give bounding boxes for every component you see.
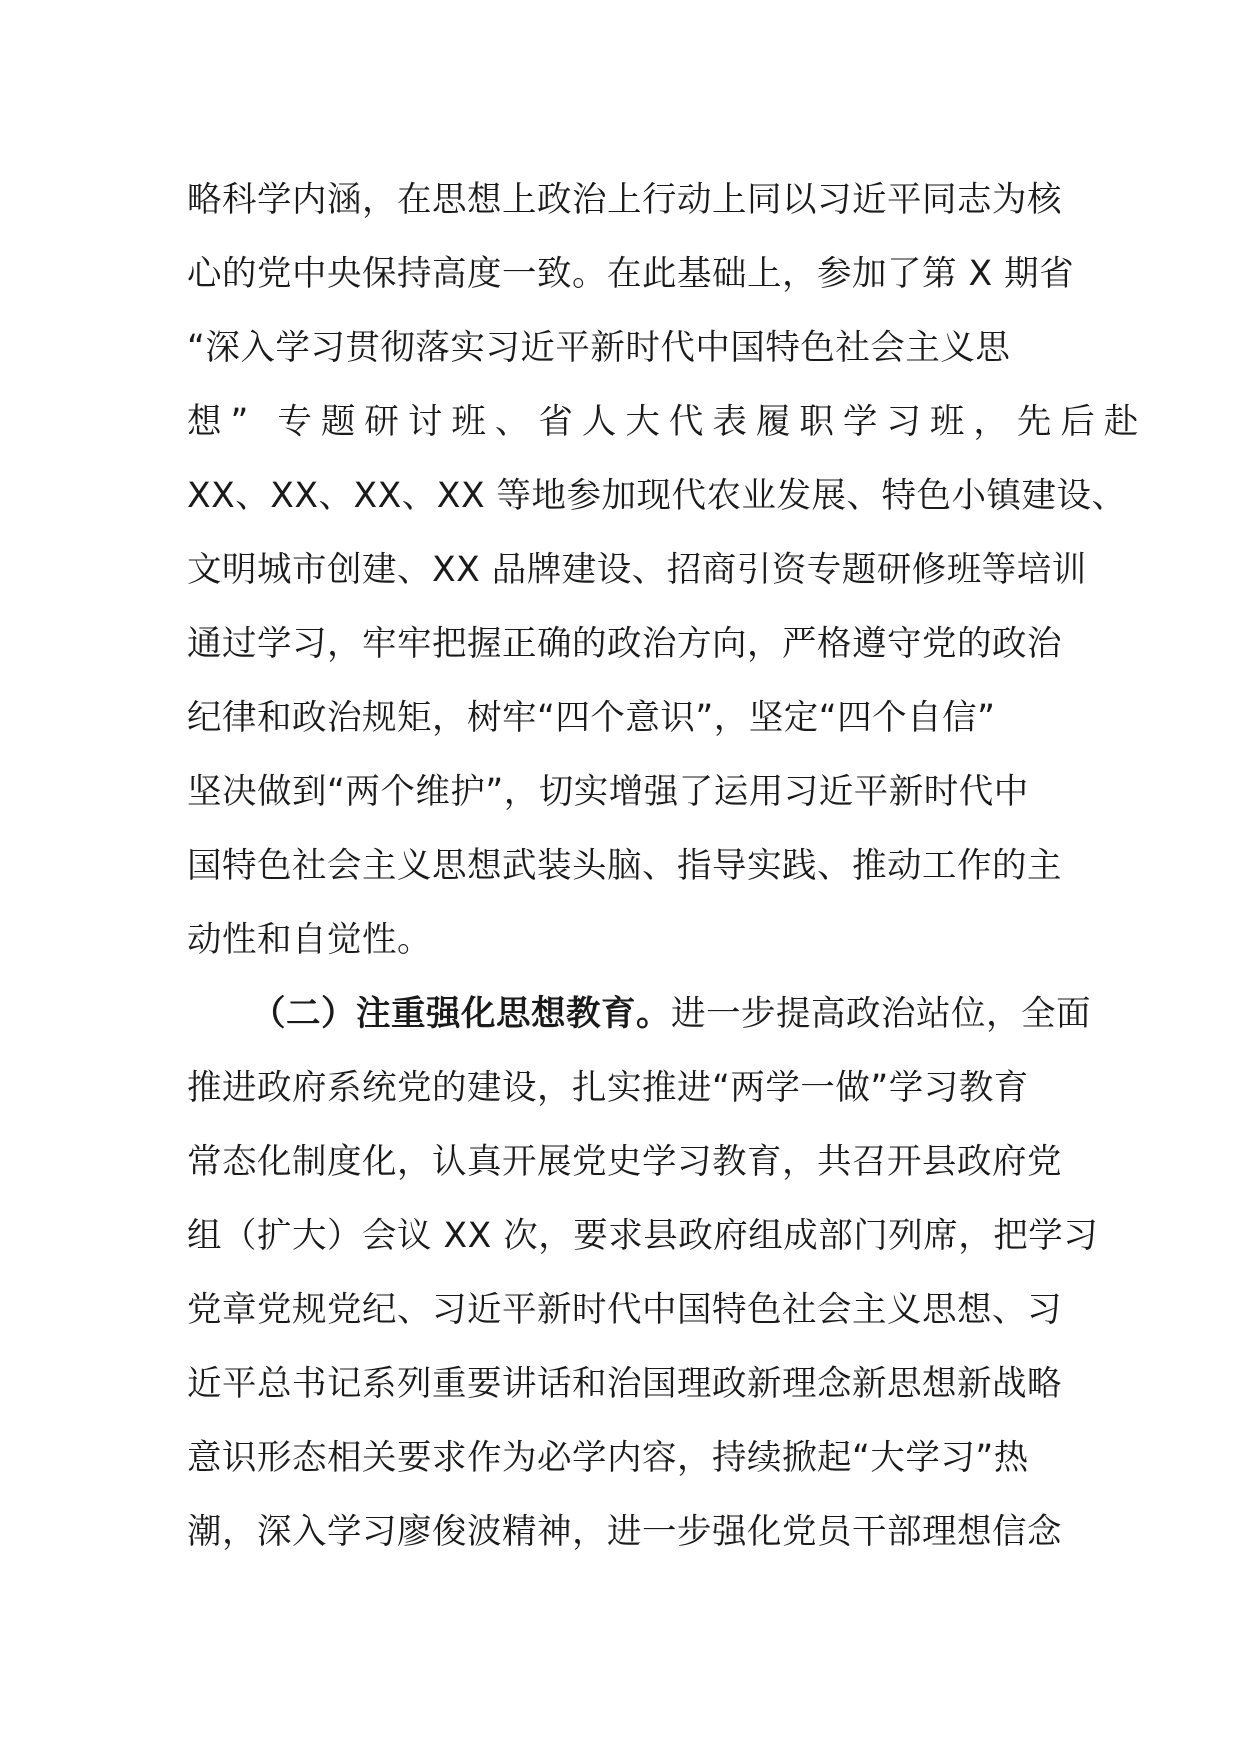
section-line: 推进政府系统党的建设，扎实推进“两学一做”学习教育 (187, 1068, 1029, 1108)
section-line: 党章党规党纪、习近平新时代中国特色社会主义思想、习 (187, 1290, 1062, 1330)
paragraph-line: 想” 专题研讨班、省人大代表履职学习班，先后赴 (187, 402, 1148, 442)
paragraph-line: 国特色社会主义思想武装头脑、指导实践、推动工作的主 (187, 846, 1062, 886)
paragraph-line: 心的党中央保持高度一致。在此基础上，参加了第 X 期省 (187, 254, 1075, 294)
paragraph-line: “深入学习贯彻落实习近平新时代中国特色社会主义思 (187, 328, 1011, 368)
document-body (187, 163, 1148, 1569)
section-first-line-text: 进一步提高政治站位，全面 (671, 994, 1091, 1034)
section-heading: （二）注重强化思想教育。 (251, 994, 671, 1034)
section-line: 近平总书记系列重要讲话和治国理政新理念新思想新战略 (187, 1364, 1062, 1404)
paragraph-line: 通过学习，牢牢把握正确的政治方向，严格遵守党的政治 (187, 624, 1062, 664)
section-line: 常态化制度化，认真开展党史学习教育，共召开县政府党 (187, 1142, 1062, 1182)
paragraph-line: 动性和自觉性。 (187, 920, 432, 960)
section-first-line (187, 977, 1091, 1051)
paragraph-line: 坚决做到“两个维护”，切实增强了运用习近平新时代中 (187, 772, 1029, 812)
section-line: 意识形态相关要求作为必学内容，持续掀起“大学习”热 (187, 1438, 1029, 1478)
paragraph-line: 略科学内涵，在思想上政治上行动上同以习近平同志为核 (187, 180, 1062, 220)
paragraph-line: XX、XX、XX、XX 等地参加现代农业发展、特色小镇建设、 (187, 476, 1127, 516)
section-line: 组（扩大）会议 XX 次，要求县政府组成部门列席，把学习 (187, 1216, 1099, 1256)
paragraph-line: 文明城市创建、XX 品牌建设、招商引资专题研修班等培训 (187, 550, 1087, 590)
section-line: 潮，深入学习廖俊波精神，进一步强化党员干部理想信念 (187, 1512, 1062, 1552)
paragraph-line: 纪律和政治规矩，树牢“四个意识”，坚定“四个自信” (187, 698, 996, 738)
